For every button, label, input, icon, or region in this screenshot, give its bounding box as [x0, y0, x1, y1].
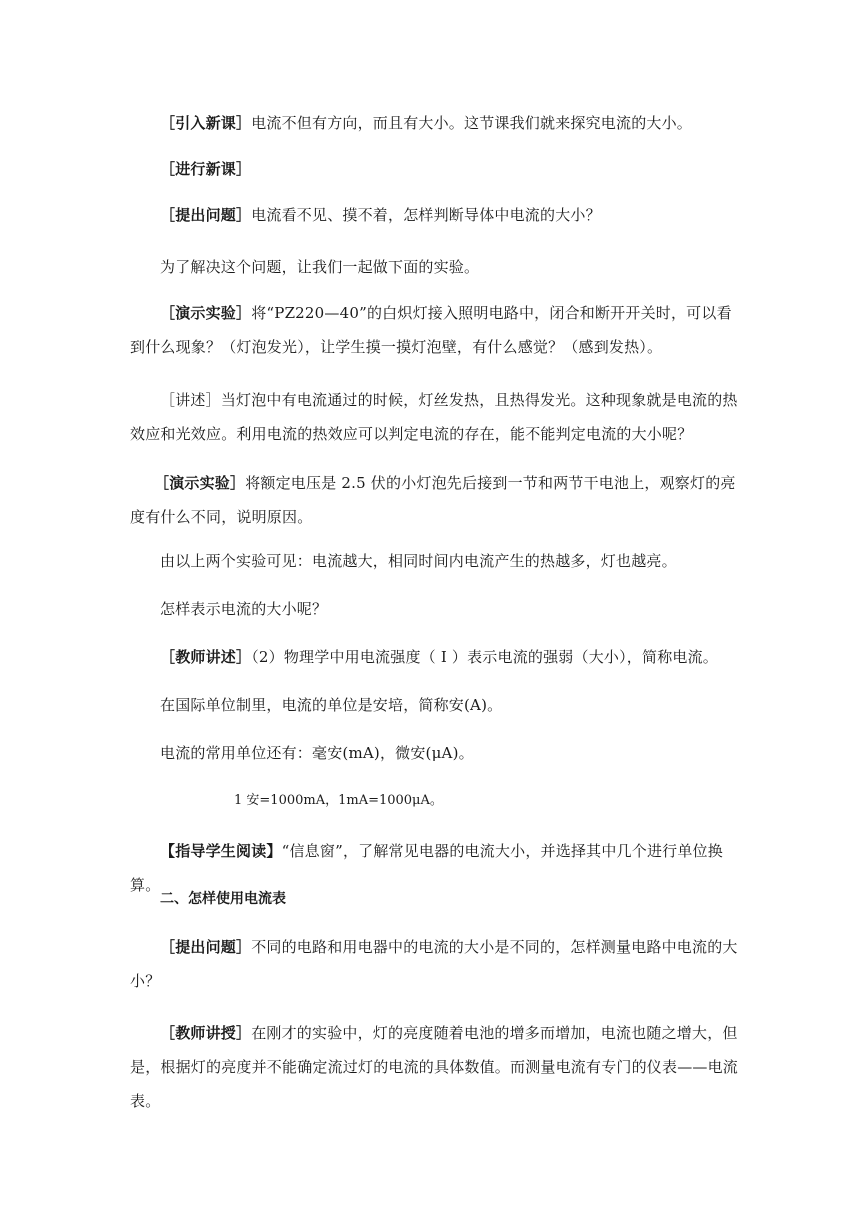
- paragraph-demo-2: [130, 466, 740, 534]
- section-tag: ［提出问题］: [160, 938, 252, 956]
- paragraph-text: 怎样表示电流的大小呢？: [160, 600, 328, 618]
- section-tag: ［引入新课］: [160, 114, 252, 132]
- section-tag: ［进行新课］: [160, 160, 252, 178]
- section-tag: ［教师讲述］: [160, 648, 252, 666]
- section-heading: 二、怎样使用电流表: [160, 891, 286, 907]
- paragraph-intro: [130, 106, 740, 140]
- paragraph-text: 为了解决这个问题，让我们一起做下面的实验。: [160, 258, 480, 276]
- section-tag: ［讲述］: [160, 391, 221, 409]
- paragraph-text: 不同的电路和用电器中的电流的大小是不同的，怎样测量电路中电流的大小？: [130, 938, 738, 990]
- paragraph-experiment-intro: [130, 250, 740, 284]
- section-tag: ［演示实验］: [160, 304, 252, 322]
- paragraph-text: 将额定电压是 2.5 伏的小灯泡先后接到一节和两节干电池上，观察灯的亮度有什么不同，说明原因。: [130, 474, 736, 526]
- paragraph-teacher-lecture: [130, 1016, 740, 1118]
- section-tag: 【指导学生阅读】: [160, 842, 282, 860]
- paragraph-question: [130, 198, 740, 232]
- section-tag: ［提出问题］: [160, 206, 252, 224]
- paragraph-text: 在刚才的实验中，灯的亮度随着电池的增多而增加，电流也随之增大，但是，根据灯的亮度并不能确定流过灯的电流的具体数值。而测量电流有专门的仪表——电流表。: [130, 1024, 739, 1110]
- paragraph-how-express: [130, 592, 740, 626]
- paragraph-text: 由以上两个实验可见：电流越大，相同时间内电流产生的热越多，灯也越亮。: [160, 552, 677, 570]
- paragraph-narration: [130, 383, 740, 451]
- unit-conversion-formula: 1 安=1000mA，1mA=1000μA。: [234, 793, 443, 808]
- paragraph-text: 电流看不见、摸不着，怎样判断导体中电流的大小？: [251, 206, 601, 224]
- paragraph-si-unit: [130, 688, 740, 722]
- section-tag: ［教师讲授］: [160, 1024, 252, 1042]
- paragraph-demo-1: [130, 296, 740, 364]
- paragraph-conclusion: [130, 544, 740, 578]
- paragraph-text: 电流的常用单位还有：毫安(mA)，微安(μA)。: [160, 744, 474, 762]
- paragraph-common-units: [130, 736, 740, 770]
- paragraph-new-lesson: [130, 152, 740, 186]
- paragraph-text: 当灯泡中有电流通过的时候，灯丝发热，且热得发光。这种现象就是电流的热效应和光效应。利用电流的热效应可以判定电流的存在，能不能判定电流的大小呢？: [130, 391, 738, 443]
- paragraph-question-2: [130, 930, 740, 998]
- paragraph-text: 在国际单位制里，电流的单位是安培，简称安(A)。: [160, 696, 503, 714]
- paragraph-text: （2）物理学中用电流强度（ I ）表示电流的强弱（大小），简称电流。: [251, 648, 719, 666]
- section-tag: ［演示实验］: [154, 474, 246, 492]
- paragraph-teacher-narration: [130, 640, 740, 674]
- paragraph-text: 将“PZ220—40”的白炽灯接入照明电路中，闭合和断开开关时，可以看到什么现象？（灯泡发光），让学生摸一摸灯泡壁，有什么感觉？（感到发热）。: [130, 304, 732, 356]
- paragraph-text: 电流不但有方向，而且有大小。这节课我们就来探究电流的大小。: [251, 114, 693, 132]
- paragraph-text: “信息窗”，了解常见电器的电流大小，并选择其中几个进行单位换算。: [130, 842, 723, 894]
